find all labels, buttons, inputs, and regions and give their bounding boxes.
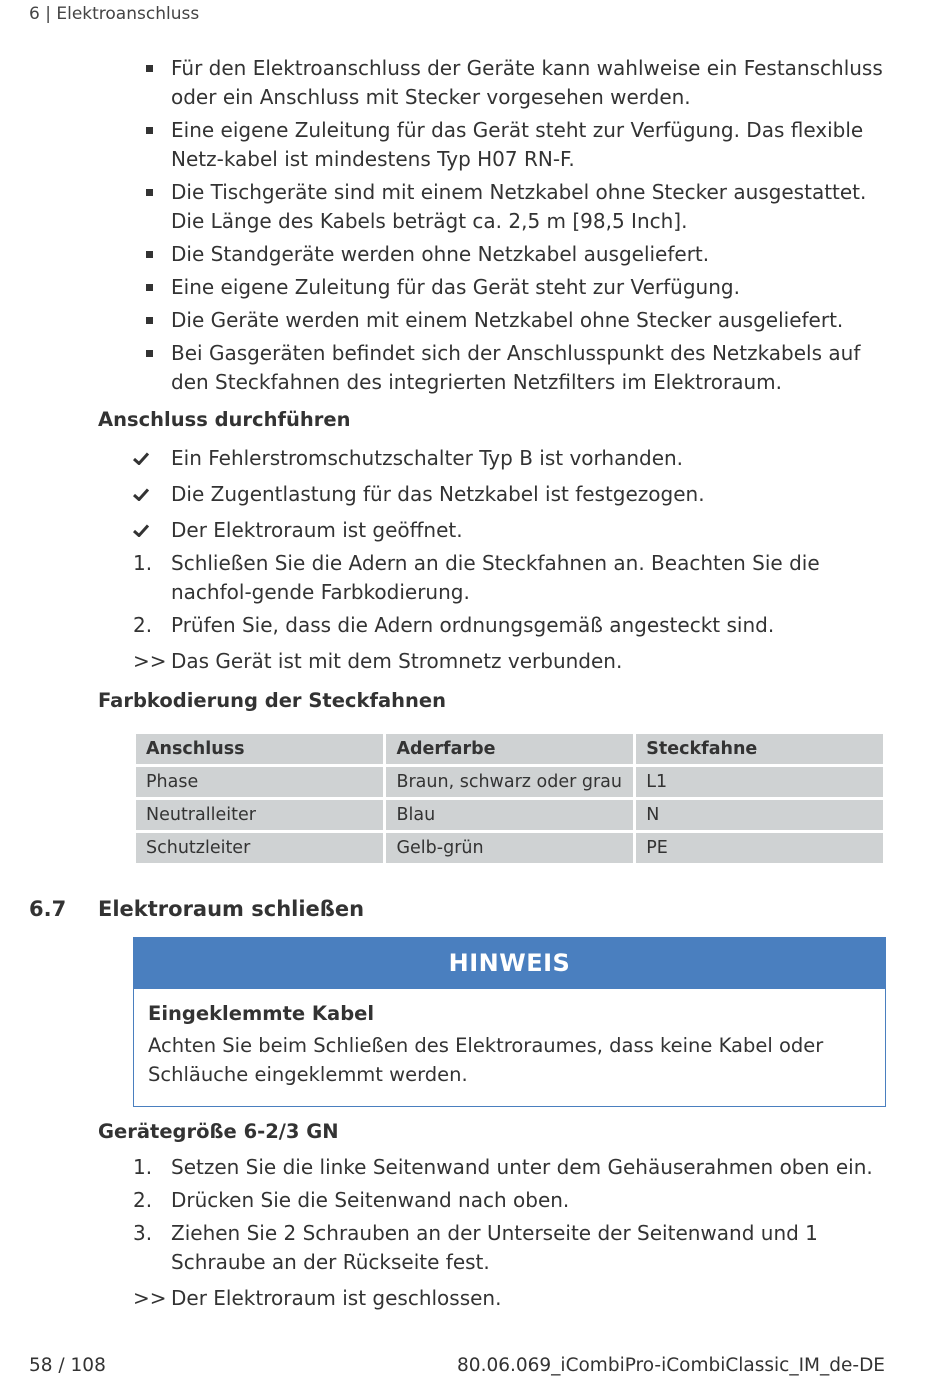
step-number: 1. bbox=[133, 1155, 153, 1179]
device-size-heading: Gerätegröße 6-2/3 GN bbox=[98, 1120, 339, 1143]
notice-title: Eingeklemmte Kabel bbox=[148, 1002, 375, 1025]
bullet-item: Eine eigene Zuleitung für das Gerät steht zur Verfügung. Das flexible Netz-kabel ist mindestens Typ H07 RN-F. bbox=[146, 116, 886, 174]
step-text: Ziehen Sie 2 Schrauben an der Unterseite der Seitenwand und 1 Schraube an der Rückseite fest. bbox=[171, 1221, 818, 1274]
closing-steps bbox=[133, 1153, 885, 1313]
table-cell: Neutralleiter bbox=[136, 800, 383, 830]
prerequisite-item: Die Zugentlastung für das Netzkabel ist festgezogen. bbox=[133, 480, 885, 509]
bullet-square-icon bbox=[146, 189, 153, 196]
prerequisite-item: Ein Fehlerstromschutzschalter Typ B ist vorhanden. bbox=[133, 444, 885, 473]
step-number: 3. bbox=[133, 1221, 153, 1245]
table-cell: L1 bbox=[636, 767, 883, 797]
table-cell: Phase bbox=[136, 767, 383, 797]
table-cell: Schutzleiter bbox=[136, 833, 383, 863]
column-header: Anschluss bbox=[136, 734, 383, 764]
document-id: 80.06.069_iCombiPro-iCombiClassic_IM_de-DE bbox=[457, 1355, 885, 1376]
table-cell: Gelb-grün bbox=[386, 833, 633, 863]
table-row bbox=[136, 767, 883, 797]
running-header: 6 | Elektroanschluss bbox=[29, 4, 200, 24]
checkmark-icon bbox=[133, 488, 149, 501]
notice-box bbox=[133, 937, 886, 1107]
step-item bbox=[133, 1219, 885, 1277]
result-item bbox=[133, 647, 885, 676]
result-text: Das Gerät ist mit dem Stromnetz verbunden. bbox=[171, 649, 623, 673]
result-text: Der Elektroraum ist geschlossen. bbox=[171, 1286, 502, 1310]
color-coding-heading: Farbkodierung der Steckfahnen bbox=[98, 689, 446, 712]
bullet-square-icon bbox=[146, 284, 153, 291]
page-number: 58 / 108 bbox=[29, 1355, 106, 1376]
step-number: 2. bbox=[133, 613, 153, 637]
column-header: Aderfarbe bbox=[386, 734, 633, 764]
bullet-square-icon bbox=[146, 317, 153, 324]
step-item bbox=[133, 611, 885, 640]
step-item bbox=[133, 549, 885, 607]
connection-steps bbox=[133, 444, 885, 676]
prerequisite-item: Der Elektroraum ist geöffnet. bbox=[133, 516, 885, 545]
step-item bbox=[133, 1186, 885, 1215]
step-number: 2. bbox=[133, 1188, 153, 1212]
step-text: Setzen Sie die linke Seitenwand unter dem Gehäuserahmen oben ein. bbox=[171, 1155, 873, 1179]
bullet-item: Die Standgeräte werden ohne Netzkabel ausgeliefert. bbox=[146, 240, 886, 269]
step-text: Schließen Sie die Adern an die Steckfahnen an. Beachten Sie die nachfol-gende Farbkodierung. bbox=[171, 551, 820, 604]
step-item bbox=[133, 1153, 885, 1182]
table-cell: N bbox=[636, 800, 883, 830]
step-text: Drücken Sie die Seitenwand nach oben. bbox=[171, 1188, 570, 1212]
connection-heading: Anschluss durchführen bbox=[98, 408, 351, 431]
step-text: Prüfen Sie, dass die Adern ordnungsgemäß angesteckt sind. bbox=[171, 613, 775, 637]
result-marker: >> bbox=[133, 649, 167, 673]
table-header-row bbox=[136, 734, 883, 764]
bullet-square-icon bbox=[146, 65, 153, 72]
step-number: 1. bbox=[133, 551, 153, 575]
section-title: Elektroraum schließen bbox=[98, 897, 365, 921]
bullet-item: Für den Elektroanschluss der Geräte kann wahlweise ein Festanschluss oder ein Anschluss mit Stecker vorgesehen werden. bbox=[146, 54, 886, 112]
result-item bbox=[133, 1284, 885, 1313]
checkmark-icon bbox=[133, 524, 149, 537]
bullet-item: Eine eigene Zuleitung für das Gerät steht zur Verfügung. bbox=[146, 273, 886, 302]
table-cell: Braun, schwarz oder grau bbox=[386, 767, 633, 797]
checkmark-icon bbox=[133, 452, 149, 465]
bullet-item: Die Geräte werden mit einem Netzkabel ohne Stecker ausgeliefert. bbox=[146, 306, 886, 335]
notice-text: Achten Sie beim Schließen des Elektroraumes, dass keine Kabel oder Schläuche eingeklemmt werden. bbox=[148, 1034, 824, 1086]
bullet-item: Die Tischgeräte sind mit einem Netzkabel ohne Stecker ausgestattet. Die Länge des Kabels beträgt ca. 2,5 m [98,5 Inch]. bbox=[146, 178, 886, 236]
column-header: Steckfahne bbox=[636, 734, 883, 764]
result-marker: >> bbox=[133, 1286, 167, 1310]
bullet-square-icon bbox=[146, 127, 153, 134]
color-coding-table bbox=[133, 731, 886, 866]
bullet-square-icon bbox=[146, 251, 153, 258]
notice-label: HINWEIS bbox=[134, 938, 885, 989]
section-number: 6.7 bbox=[29, 897, 67, 921]
table-cell: PE bbox=[636, 833, 883, 863]
table-row bbox=[136, 833, 883, 863]
bullet-item: Bei Gasgeräten befindet sich der Anschlusspunkt des Netzkabels auf den Steckfahnen des integrierten Netzfilters im Elektroraum. bbox=[146, 339, 886, 397]
intro-bullet-list bbox=[146, 54, 886, 401]
table-cell: Blau bbox=[386, 800, 633, 830]
bullet-square-icon bbox=[146, 350, 153, 357]
table-row bbox=[136, 800, 883, 830]
